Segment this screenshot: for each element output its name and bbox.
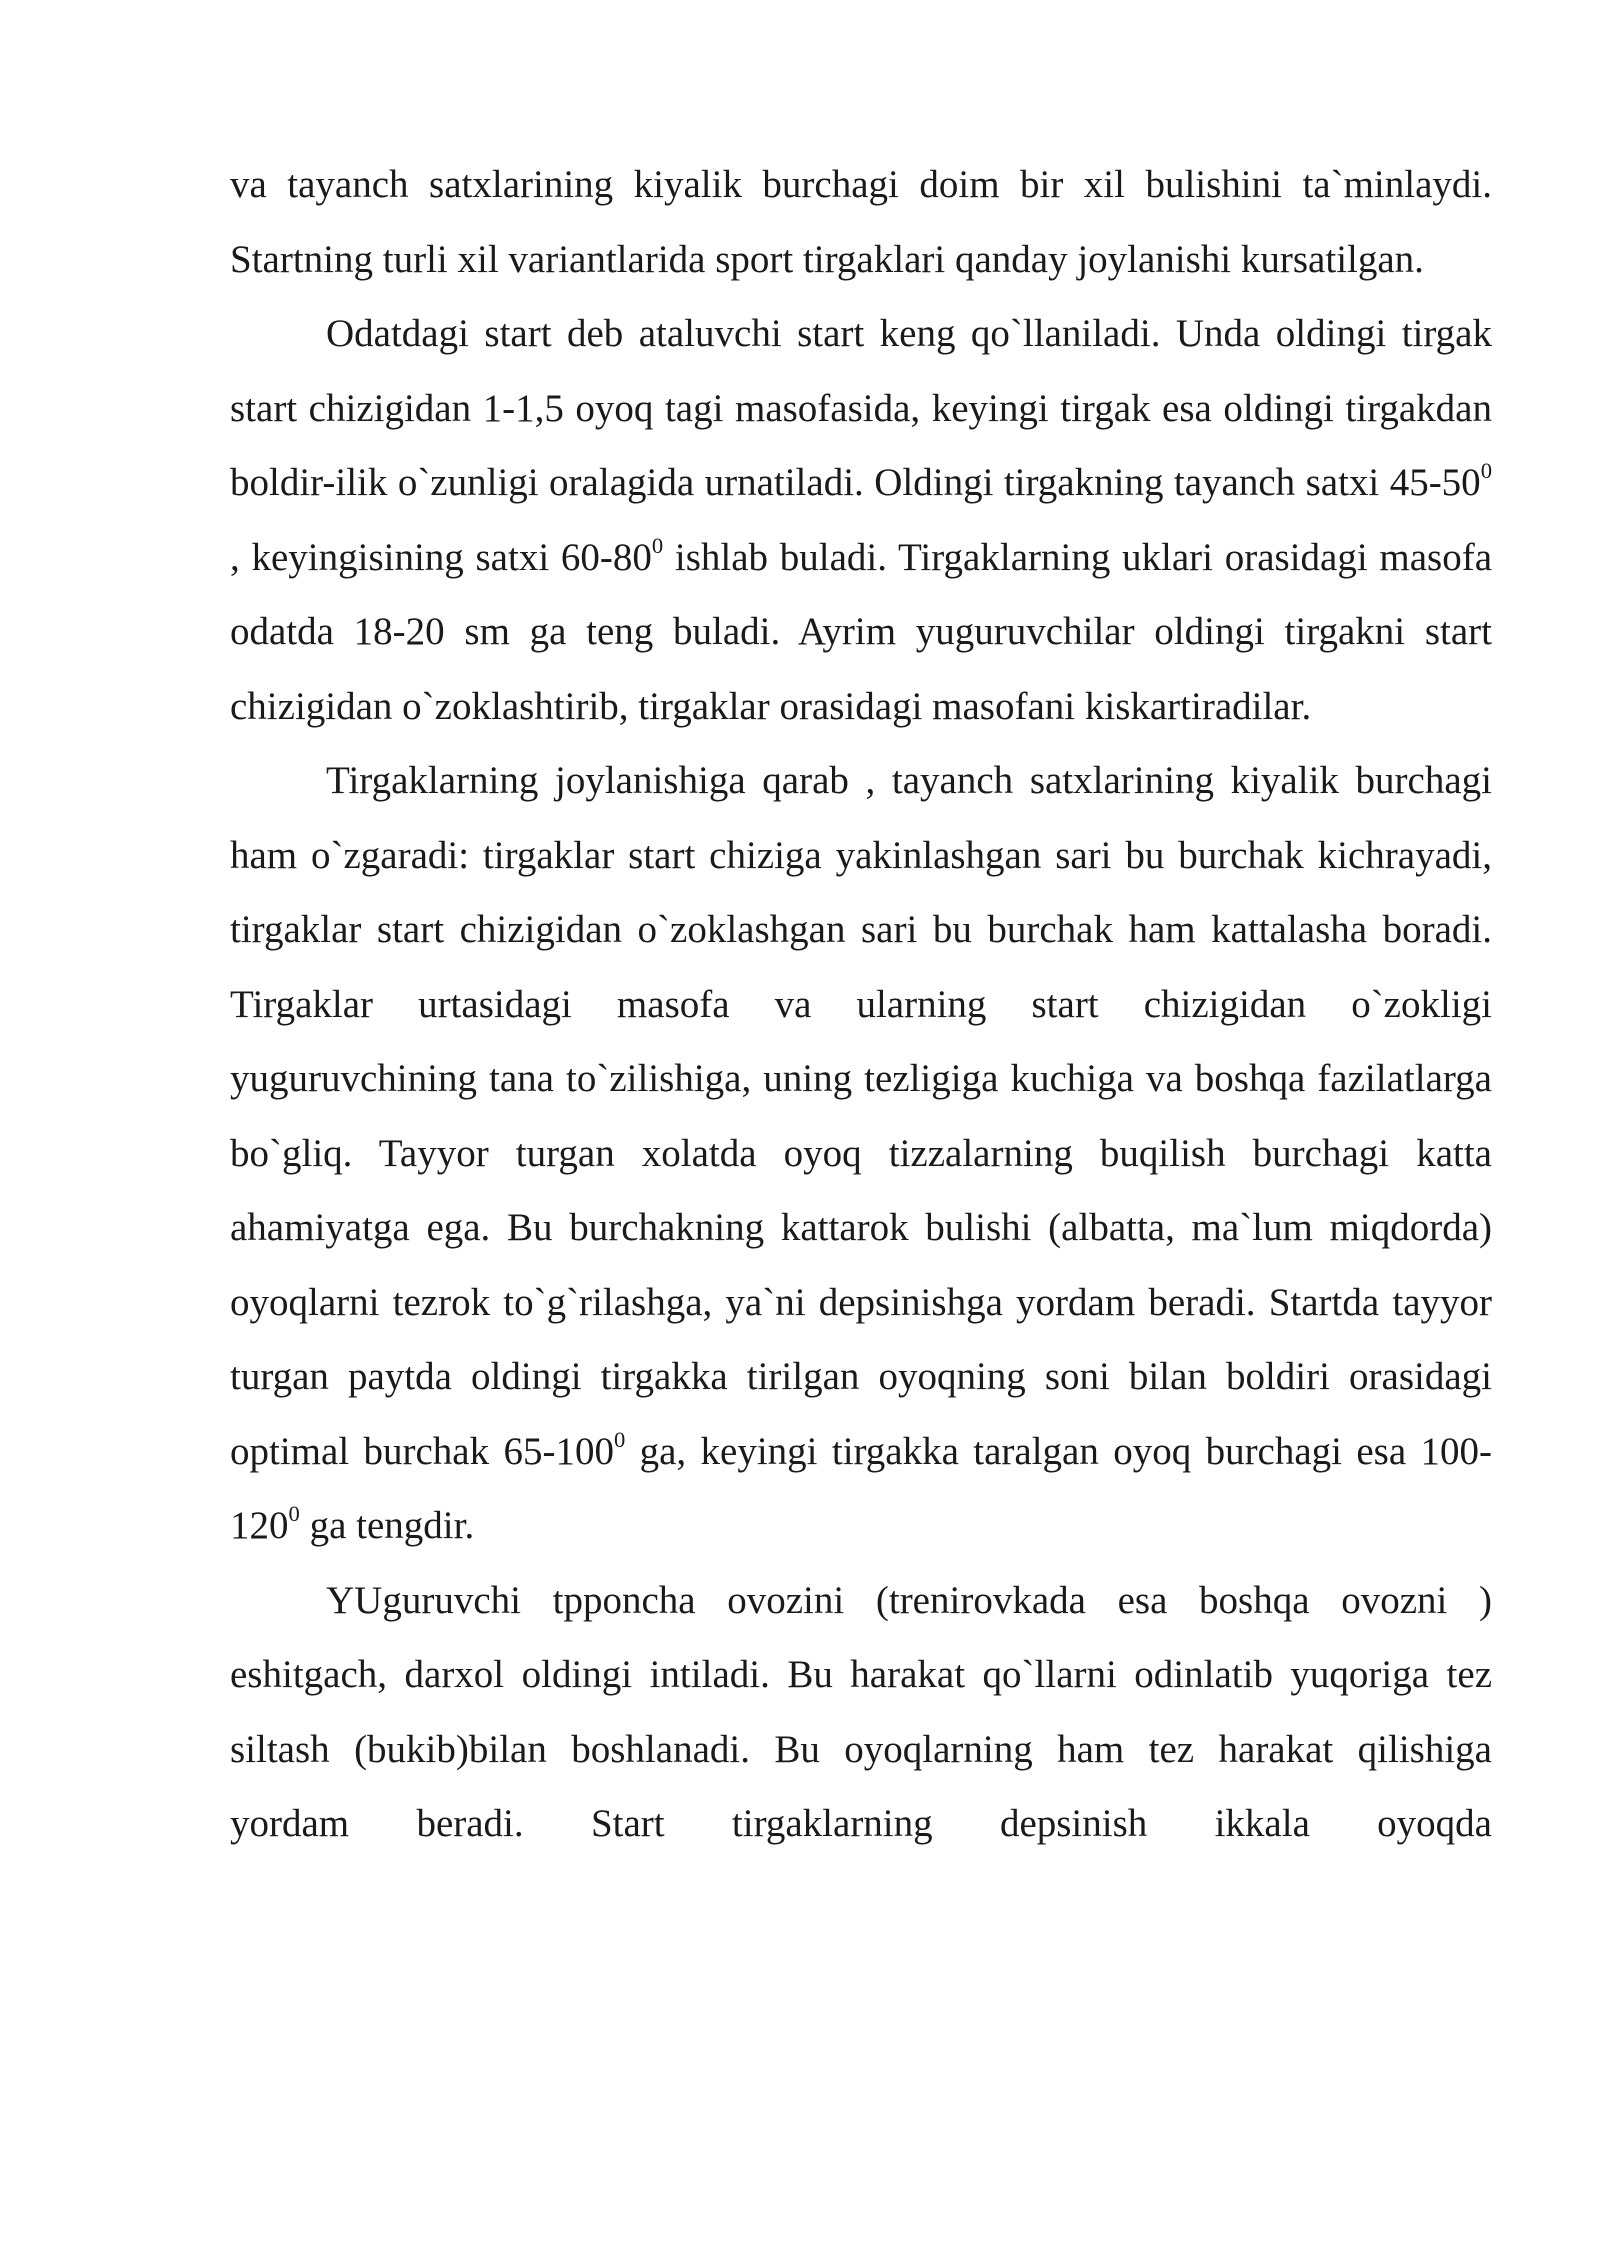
paragraph-4-text: YUguruvchi tpponcha ovozini (trenirovkada esa boshqa ovozni ) eshitgach, darxol oldingi intiladi. Bu harakat qo`llarni odinlatib yuqoriga tez siltash (bukib)bilan boshlanadi. Bu oyoqlarning ham tez harakat qilishiga yordam beradi. Start tirgaklarning depsinish ikkala oyoqda [230, 1578, 1492, 1845]
paragraph-1 [230, 148, 1492, 297]
paragraph-3 [230, 744, 1492, 1564]
paragraph-3-text-b: ga, keyingi tirgakka taralgan oyoq burchagi esa 100-120 [230, 1429, 1492, 1547]
paragraph-2 [230, 297, 1492, 744]
degree-superscript: 0 [613, 1426, 626, 1452]
paragraph-3-text-a: Tirgaklarning joylanishiga qarab , tayanch satxlarining kiyalik burchagi ham o`zgaradi: tirgaklar start chiziga yakinlashgan sari bu burchak kichrayadi, tirgaklar start chizigidan o`zoklashgan sari bu burchak ham kattalasha boradi. Tirgaklar urtasidagi masofa va ularning start chizigidan o`zokligi yuguruvchining tana to`zilishiga, uning tezligiga kuchiga va boshqa fazilatlarga bo`gliq. Tayyor turgan xolatda oyoq tizzalarning buqilish burchagi katta ahamiyatga ega. Bu burchakning kattarok bulishi (albatta, ma`lum miqdorda) oyoqlarni tezrok to`g`rilashga, ya`ni depsinishga yordam beradi. Startda tayyor turgan paytda oldingi tirgakka tirilgan oyoqning soni bilan boldiri orasidagi optimal burchak 65-100 [230, 759, 1492, 1473]
paragraph-4 [230, 1564, 1492, 1862]
paragraph-3-text-c: ga tengdir. [299, 1504, 475, 1547]
document-page [230, 148, 1492, 1862]
paragraph-1-text: va tayanch satxlarining kiyalik burchagi doim bir xil bulishini ta`minlaydi. Startning turli xil variantlarida sport tirgaklari qanday joylanishi kursatilgan. [230, 163, 1492, 281]
paragraph-2-text-a: Odatdagi start deb ataluvchi start keng qo`llaniladi. Unda oldingi tirgak start chizigidan 1-1,5 oyoq tagi masofasida, keyingi tirgak esa oldingi tirgakdan boldir-ilik o`zunligi oralagida urnatiladi. Oldingi tirgakning tayanch satxi 45-50 [230, 312, 1492, 504]
degree-superscript: 0 [288, 1501, 300, 1527]
paragraph-2-text-c: ishlab buladi. Tirgaklarning uklari orasidagi masofa odatda 18-20 sm ga teng buladi. Ayrim yuguruvchilar oldingi tirgakni start chizigidan o`zoklashtirib, tirgaklar orasidagi masofani kiskartiradilar. [230, 535, 1492, 728]
paragraph-2-text-b: , keyingisining satxi 60-80 [230, 535, 652, 579]
degree-superscript: 0 [651, 532, 664, 558]
degree-superscript: 0 [1480, 458, 1492, 484]
